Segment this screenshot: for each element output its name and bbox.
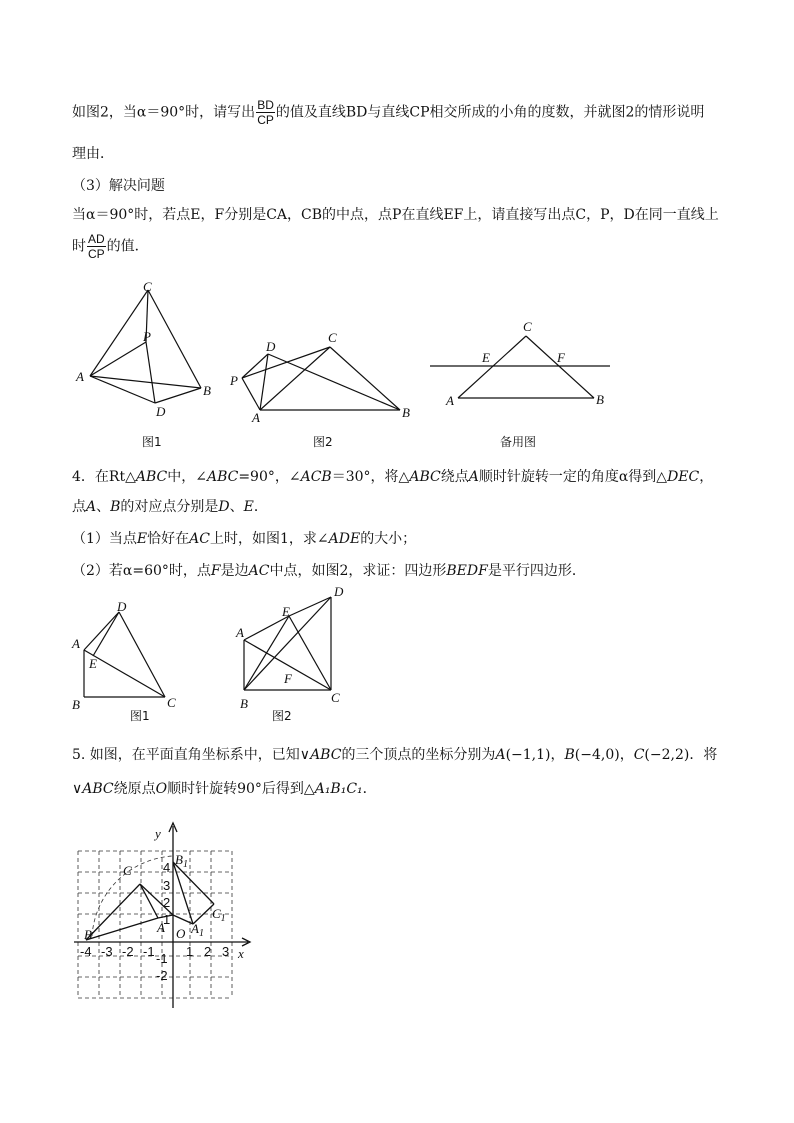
q4-fig2-label-c: C <box>331 690 340 705</box>
q5-point-c1: $C_1$ <box>212 906 226 924</box>
q3-part3-line2: 时 $\frac{AD}{CP}$ 的值． <box>72 232 149 261</box>
q4-stem-line1: 4．在Rt△ABC中，∠ABC=90°，∠ACB＝30°，将△ABC绕点A顺时针旋转一定的角度α得到△DEC， <box>72 469 714 485</box>
fig1-label-d: D <box>156 404 166 419</box>
fig3-label-b: B <box>596 392 604 407</box>
q4-fig1-caption: 图1 <box>130 709 150 723</box>
q5-axis-y-label: y <box>155 826 161 841</box>
q4-stem-line2: 点A、B的对应点分别是D、E． <box>72 499 268 515</box>
q4-fig2-label-a: A <box>236 625 244 640</box>
q4-part2: （2）若α=60°时，点F是边AC中点，如图2，求证：四边形BEDF是平行四边形． <box>72 563 586 579</box>
x-tick: 1 <box>186 944 194 959</box>
q4-fig1-label-d: D <box>117 599 127 614</box>
q3-part2-line2: 理由． <box>72 146 114 162</box>
fig3-label-f: F <box>557 350 565 365</box>
fig2-label-a: A <box>252 410 260 425</box>
q4-fig2-label-b: B <box>240 696 248 711</box>
q4-fig2-label-f: F <box>284 671 292 686</box>
y-tick: -1 <box>156 951 168 966</box>
q5-point-b1: $B_1$ <box>175 852 188 870</box>
x-tick: -3 <box>101 944 113 959</box>
fig2-label-b: B <box>402 405 410 420</box>
q5-axis-x-label: x <box>238 946 244 961</box>
x-tick: 3 <box>222 944 230 959</box>
y-tick: 4 <box>163 860 171 875</box>
q4-fig1-label-c: C <box>167 695 176 710</box>
q4-fig2-caption: 图2 <box>272 709 292 723</box>
q5-stem-line1: 5. 如图，在平面直角坐标系中，已知∨ABC的三个顶点的坐标分别为A(−1,1)，B(−4,0)，C(−2,2)．将 <box>72 747 718 763</box>
q4-fig1-label-a: A <box>72 636 80 651</box>
fraction-ad-cp: $\frac{AD}{CP}$ <box>88 232 105 261</box>
q4-fig1-label-e: E <box>89 656 97 671</box>
fig3-caption: 备用图 <box>500 435 537 449</box>
x-tick: -4 <box>80 944 92 959</box>
fig1-label-c: C <box>143 279 152 294</box>
q3-part2-line1: 如图2，当α＝90°时，请写出 $\frac{BD}{CP}$ 的值及直线BD与直线CP相交所成的小角的度数，并就图2的情形说明 <box>72 98 705 127</box>
q5-point-c: C <box>123 863 132 878</box>
fig3-label-a: A <box>446 393 454 408</box>
y-tick: 2 <box>163 895 171 910</box>
x-tick: -1 <box>143 944 155 959</box>
fig2-label-p: P <box>230 373 238 388</box>
fig1-label-b: B <box>203 383 211 398</box>
y-tick: 1 <box>163 912 171 927</box>
q5-stem-line2: ∨ABC绕原点O顺时针旋转90°后得到△A₁B₁C₁． <box>72 781 377 797</box>
q5-point-a1: $A_1$ <box>191 921 204 939</box>
fig1-label-p: P <box>143 329 151 344</box>
q4-fig2-label-e: E <box>282 604 290 619</box>
q4-fig2-label-d: D <box>334 584 344 599</box>
x-tick: -2 <box>122 944 134 959</box>
fig1-caption: 图1 <box>142 435 162 449</box>
fraction-bd-cp: $\frac{BD}{CP}$ <box>257 98 274 127</box>
x-tick: 2 <box>204 944 212 959</box>
q5-origin-label: O <box>176 926 186 941</box>
q4-part1: （1）当点E恰好在AC上时，如图1，求∠ADE的大小； <box>72 531 417 547</box>
fig2-label-d: D <box>266 339 276 354</box>
q4-fig1-label-b: B <box>72 697 80 712</box>
fig3-label-c: C <box>523 319 532 334</box>
q3-part3-line1: 当α＝90°时，若点E，F分别是CA，CB的中点，点P在直线EF上，请直接写出点C，P，D在同一直线上 <box>72 207 719 223</box>
y-tick: -2 <box>156 968 168 983</box>
fig2-caption: 图2 <box>313 435 333 449</box>
fig1-label-a: A <box>76 369 84 384</box>
fig3-label-e: E <box>482 350 490 365</box>
y-tick: 3 <box>163 878 171 893</box>
fig2-label-c: C <box>328 330 337 345</box>
q3-part3-title: （3）解决问题 <box>72 178 165 194</box>
q5-point-b: B <box>84 927 92 942</box>
q5-point-a: A <box>157 920 165 935</box>
